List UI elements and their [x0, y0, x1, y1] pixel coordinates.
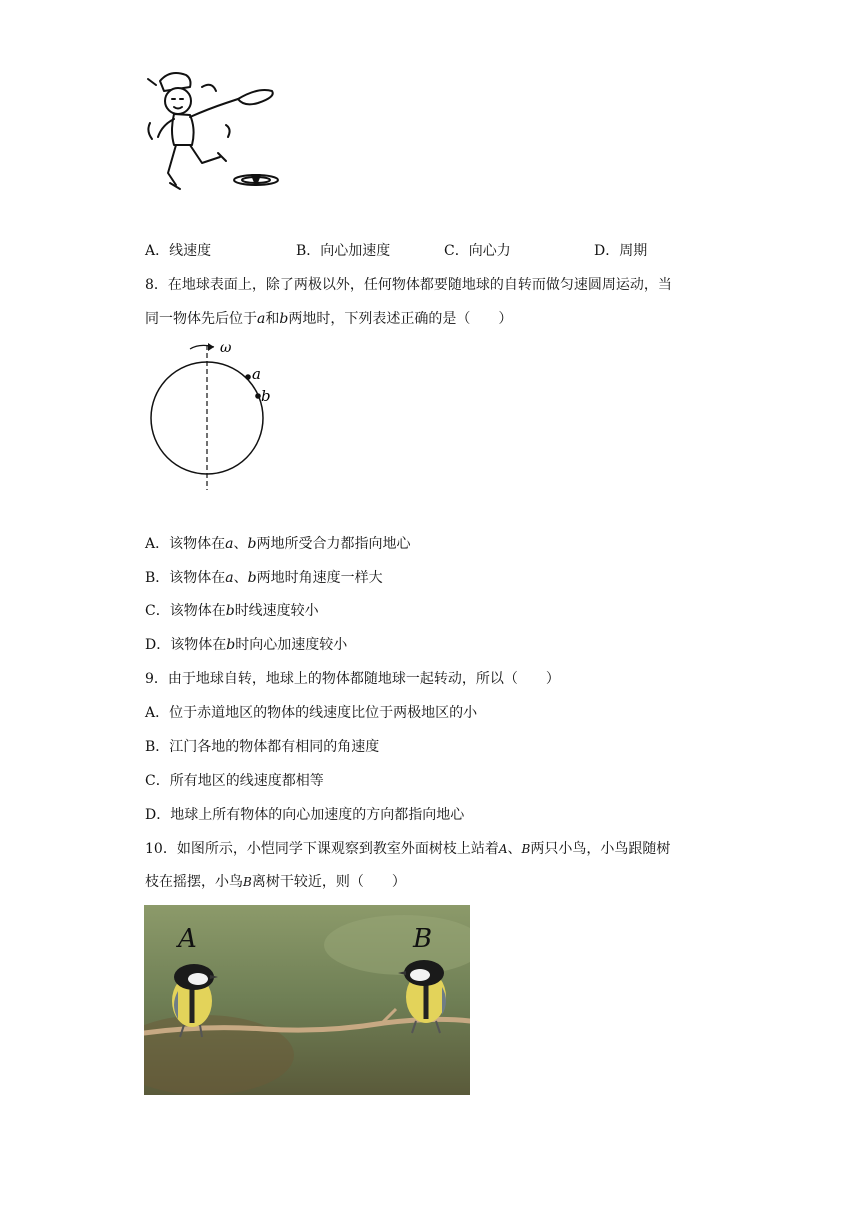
option-text: 时线速度较小	[234, 603, 319, 619]
q8-option-b	[145, 568, 383, 588]
q8-option-c	[145, 601, 319, 621]
q8-option-d	[145, 635, 347, 655]
q10-stem-text: 枝在摇摆，小鸟	[145, 874, 243, 890]
option-text: 时向心加速度较小	[235, 637, 348, 653]
option-text: C．该物体在	[145, 603, 226, 619]
var-a: a	[225, 536, 234, 552]
q8-stem-line2	[145, 309, 512, 329]
var-a: a	[257, 311, 266, 327]
q7-option-c: C．向心力	[444, 243, 511, 259]
q9-option-d: D．地球上所有物体的向心加速度的方向都指向地心	[145, 807, 465, 823]
q8-stem-text: 和	[265, 311, 280, 327]
q9-stem: 9．由于地球自转，地球上的物体都随地球一起转动，所以（ ）	[145, 671, 560, 687]
q9-option-a: A．位于赤道地区的物体的线速度比位于两极地区的小	[145, 705, 478, 721]
birds-on-branch-photo	[144, 905, 470, 1095]
photo-label-b: B	[413, 924, 433, 954]
var-bird-b: B	[243, 875, 252, 889]
q10-stem-text: 10．如图所示，小恺同学下课观察到教室外面树枝上站着	[145, 841, 499, 857]
q10-stem-text: 、	[507, 841, 522, 857]
option-text: D．该物体在	[145, 637, 227, 653]
var-b: b	[247, 570, 257, 586]
option-text: A．该物体在	[145, 536, 226, 552]
point-a	[245, 374, 251, 380]
var-b: b	[279, 311, 289, 327]
q10-stem-line1	[145, 839, 670, 859]
q7-option-b: B．向心加速度	[296, 243, 391, 259]
q10-stem-line2	[145, 872, 406, 892]
option-text: 两地时角速度一样大	[256, 570, 383, 586]
option-text: B．该物体在	[145, 570, 226, 586]
q10-stem-text: 离树干较近，则（ ）	[251, 874, 406, 890]
q9-option-c: C．所有地区的线速度都相等	[145, 773, 324, 789]
q7-option-a: A．线速度	[145, 243, 212, 259]
q7-option-d: D．周期	[594, 243, 648, 259]
q8-stem-text: 两地时，下列表述正确的是（ ）	[288, 311, 513, 327]
var-bird-b: B	[521, 842, 531, 856]
var-b: b	[247, 536, 257, 552]
q9-option-b: B．江门各地的物体都有相同的角速度	[145, 739, 380, 755]
q10-stem-text: 两只小鸟，小鸟跟随树	[530, 841, 671, 857]
spinning-person-figure	[140, 65, 285, 200]
var-bird-a: A	[498, 842, 508, 856]
option-text: 、	[233, 570, 248, 586]
point-b	[255, 393, 261, 399]
point-a-label: a	[252, 365, 261, 383]
var-a: a	[225, 570, 234, 586]
omega-label: ω	[220, 340, 232, 356]
var-b: b	[226, 637, 236, 653]
earth-rotation-diagram	[140, 335, 290, 495]
q8-stem-text: 同一物体先后位于	[145, 311, 257, 327]
q8-option-a	[145, 534, 410, 554]
var-b: b	[225, 603, 235, 619]
photo-label-a: A	[178, 924, 197, 954]
option-text: 两地所受合力都指向地心	[256, 536, 411, 552]
q8-stem-line1: 8．在地球表面上，除了两极以外，任何物体都要随地球的自转而做匀速圆周运动，当	[145, 277, 672, 293]
option-text: 、	[233, 536, 248, 552]
point-b-label: b	[261, 387, 271, 405]
